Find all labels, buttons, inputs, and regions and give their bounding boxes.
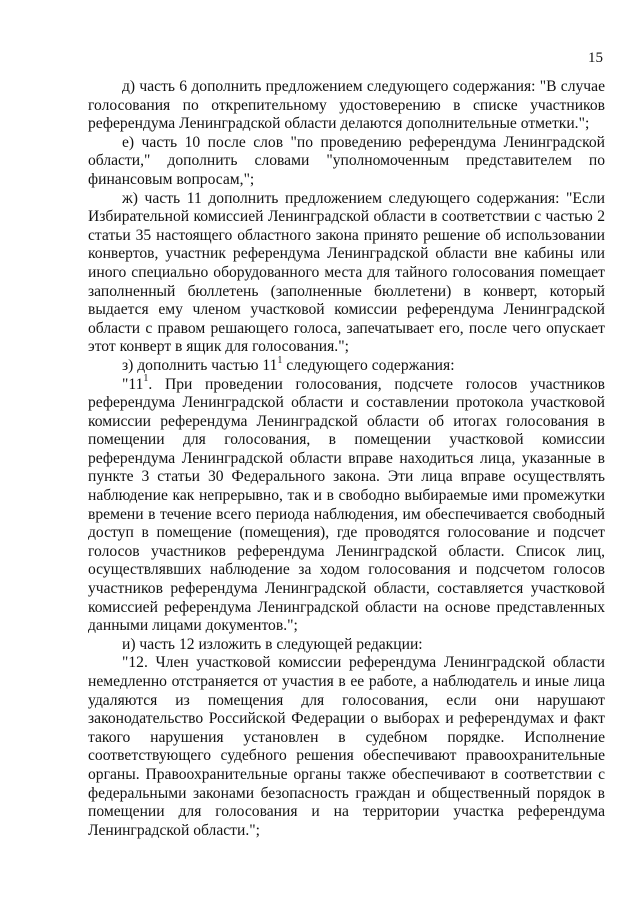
superscript: 1 [143,373,149,385]
paragraph-12: "12. Член участковой комиссии референдума Ленинградской области немедленно отстраняется от участия в ее работе, а наблюдатель и иные лица удаляются из помещения для голосования, если они нарушают законодательство Российской Федерации о выборах и референдумах и факт такого нарушения установлен в судебном порядке. Исполнение соответствующего судебного решения обеспечивают правоохранительные органы. Правоохранительные органы также обеспечивают в соответствии с федеральными законами безопасность граждан и общественный порядок в помещении для голосования и на территории участка референдума Ленинградской области."; [88,654,605,839]
paragraph-d: д) часть 6 дополнить предложением следующего содержания: "В случае голосования по открепительному удостоверению в списке участников референдума Ленинградской области делаются дополнительные отметки."; [88,78,605,133]
paragraph-i: и) часть 12 изложить в следующей редакции: [122,635,423,653]
document-body [88,78,605,840]
paragraph-11-1-text: . При проведении голосования, подсчете голосов участников референдума Ленинградской области и составлении протокола участковой комиссии референдума Ленинградской области об итогах голосования в помещении для голосования, в помещении участковой комиссии референдума Ленинградской области вправе находиться лица, указанные в пункте 3 статьи 30 Федерального закона. Эти лица вправе осуществлять наблюдение как непрерывно, так и в свободно выбираемые ими промежутки времени в течение всего периода наблюдения, им обеспечивается свободный доступ в помещение (помещения), где проводятся голосование и подсчет голосов участников референдума Ленинградской области. Список лиц, осуществлявших наблюдение за ходом голосования и подсчетом голосов участников референдума Ленинградской области, составляется участковой комиссией референдума Ленинградской области на основе представленных данными лицами документов."; [88,375,605,635]
superscript: 1 [277,354,283,366]
paragraph-11-1 [88,373,605,636]
paragraph-e: е) часть 10 после слов "по проведению референдума Ленинградской области," дополнить словами "уполномоченным представителем по финансовым вопросам,"; [88,133,605,188]
paragraph-z [88,354,605,376]
paragraph-11-1-number: "11 [122,375,144,393]
paragraph-z-text: з) дополнить частью 11 [122,356,278,374]
page-number: 15 [588,50,603,66]
paragraph-z-text-end: следующего содержания: [282,356,455,374]
paragraph-zh: ж) часть 11 дополнить предложением следующего содержания: "Если Избирательной комиссией Ленинградской области в соответствии с частью 2 статьи 35 настоящего областного закона принято решение об использовании конвертов, участник референдума Ленинградской области вне кабины или иного специально оборудованного места для тайного голосования помещает заполненный бюллетень (заполненные бюллетени) в конверт, который выдается ему членом участковой комиссии референдума Ленинградской области с правом решающего голоса, запечатывает его, после чего опускает этот конверт в ящик для голосования."; [88,189,605,356]
